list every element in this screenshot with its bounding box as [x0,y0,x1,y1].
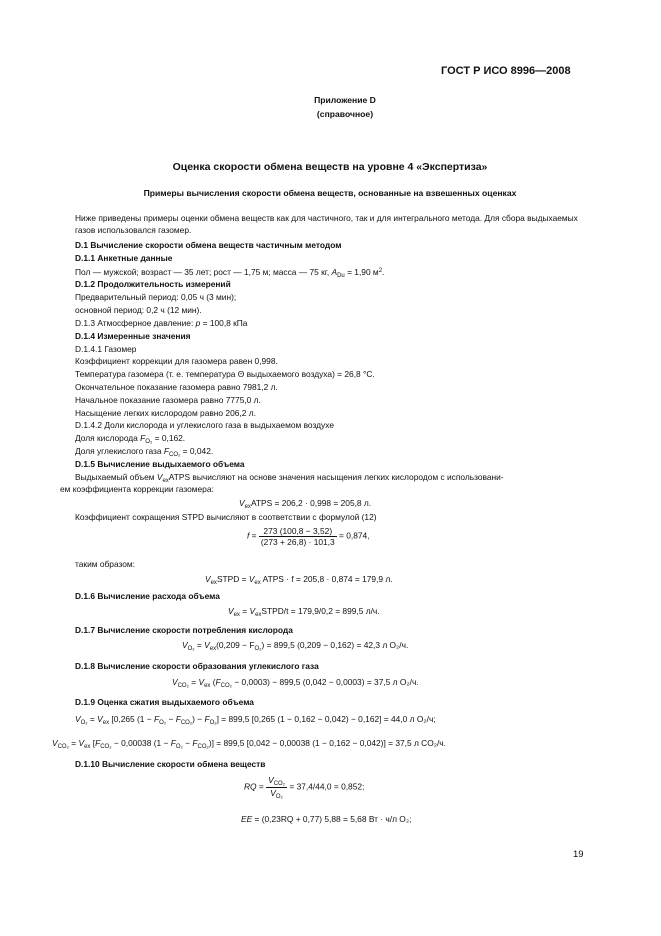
section-d1-4: D.1.4 Измеренные значения [75,331,191,341]
page-number: 19 [573,849,584,860]
section-d1: D.1 Вычисление скорости обмена веществ частичным методом [75,240,342,250]
co2-fraction-value: = 0,042. [182,446,214,456]
personal-text: Пол — мужской; возраст — 35 лет; рост — 1,75 м; масса — 75 кг, [75,267,330,277]
eq-rq-fraction [266,775,287,800]
atm-value: = 100,8 кПа [202,318,248,328]
intro-text: Ниже приведены примеры оценки обмена веществ как для частичного, так и для интегрального метода. Для сбора выдыхаемых газов использовался газомер. [75,213,578,235]
correction-coefficient: Коэффициент коррекции для газомера равен 0,998. [75,356,278,366]
eq-vco2-tail: = 899,5 [0,042 − 0,00038 (1 − 0,162 − 0,042)] = 37,5 л CO₂/ч. [216,738,446,748]
subtitle: Примеры вычисления скорости обмена веществ, основанные на взвешенных оценках [143,188,517,198]
eq-vo2: $V_{O_2} = V_{ex}$ [0,265 $(1 - F_{O_2} - F_{CO_2}) - F_{O_2}] = 899,5$ [0,265 (1 − 0,162 − 0,042) − 0,162] = 44,0 л O₂/ч; [75,714,436,726]
volume-text-a: Выдыхаемый объем [75,472,155,482]
atm-pressure: D.1.3 Атмосферное давление: p = 100,8 кПа [75,318,248,328]
section-d1-8: D.1.8 Вычисление скорости образования углекислого газа [75,661,319,671]
eq-atps-text: ATPS = 206,2 · 0,998 = 205,8 л. [250,498,372,508]
lung-saturation: Насыщение легких кислородом равно 206,2 л. [75,408,256,418]
atm-label: D.1.3 Атмосферное давление: [75,318,194,328]
personal-data: Пол — мужской; возраст — 35 лет; рост — 1,75 м; масса — 75 кг, $A_{Du} = 1,90$ $м^2$. [75,267,385,279]
eq-f-denominator: (273 + 26,8) · 101,3 [260,537,335,547]
eq-f-fraction [259,526,337,547]
volume-text-line2: ем коэффициента коррекции газомера: [60,484,214,494]
o2-fraction: Доля кислорода $F_{O_2} = 0,162$. [75,433,186,445]
standard-header: ГОСТ Р ИСО 8996—2008 [441,65,571,77]
eq-co2-tail: − 0,0003) − 899,5 (0,042 − 0,0003) = 37,5 л O₂/ч. [234,677,419,687]
annex-type: (справочное) [316,109,374,119]
o2-fraction-label: Доля кислорода [75,433,138,443]
eq-o2: $V_{O_2} = V_{ex}(0,209 - F_{O_2}) = 899,5$ (0,209 − 0,162) = 42,3 л O₂/ч. [182,640,409,652]
section-d1-7: D.1.7 Вычисление скорости потребления кислорода [75,625,293,635]
eq-ee-text: = (0,23RQ + 0,77) 5,88 = 5,68 Вт · ч/л O₂; [254,814,412,824]
eq-rq-denominator: $V_{O_2}$ [270,788,283,800]
o2-fraction-value: = 0,162. [154,433,186,443]
gas-temperature: Температура газомера (т. е. температура Θ выдыхаемого воздуха) = 26,8 °С. [75,369,375,379]
eq-stpd: $V_{ex}STPD = V_{ex}$ ATPS · f = 205,8 · 0,874 = 179,9 л. [205,574,393,586]
eq-o2-tail: ) = 899,5 (0,209 − 0,162) = 42,3 л O₂/ч. [261,640,409,650]
eq-vo2-tail: = 899,5 [0,265 (1 − 0,162 − 0,042) − 0,162] = 44,0 л O₂/ч; [221,714,436,724]
temp-text-b: выдыхаемого воздуха) = 26,8 °С. [246,369,375,379]
volume-text-b: ATPS вычисляют на основе значения насыщения легких кислородом с использовани- [168,472,504,482]
eq-stpd-text: ATPS · f = 205,8 · 0,874 = 179,9 л. [262,574,393,584]
eq-o2-text: (0,209 − F [216,640,255,650]
eq-rq: RQ = $\frac{V_{CO_2}}{V_{O_2}}$ = 37,4/44,0 = 0,852; [244,775,365,800]
eq-rq-numerator: $V_{CO_2}$ [268,775,286,787]
page-title: Оценка скорости обмена веществ на уровне 4 «Экспертиза» [172,161,488,173]
final-reading: Окончательное показание газомера равно 7981,2 л. [75,382,278,392]
co2-fraction: Доля углекислого газа $F_{CO_2} = 0,042$. [75,446,214,458]
eq-f: f = $\frac{273 (100,8 - 3,52)}{(273 + 26,8) \cdot 101,3}$ = 0,874, [247,526,370,547]
temp-text-a: Температура газомера (т. е. температура [75,369,236,379]
section-d1-5: D.1.5 Вычисление выдыхаемого объема [75,459,245,469]
gas-meter-heading: D.1.4.1 Газомер [75,344,137,354]
main-period: основной период: 0,2 ч (12 мин). [75,305,202,315]
volume-text-line1: Выдыхаемый объем $V_{ex}ATPS$ вычисляют на основе значения насыщения легких кислородом с использовани- [75,472,504,484]
section-d1-9: D.1.9 Оценка сжатия выдыхаемого объема [75,697,254,707]
annex-title: Приложение D [314,95,376,105]
eq-f-numerator: 273 (100,8 − 3,52) [259,526,337,537]
thus-label: таким образом: [75,559,135,569]
eq-atps: $V_{ex}ATPS = 206,2 \cdot 0,998 = 205,8$ л. [239,498,372,510]
eq-ee: EE = (0,23RQ + 0,77) 5,88 = 5,68 Вт · ч/л O₂; [241,814,412,824]
fractions-heading: D.1.4.2 Доли кислорода и углекислого газа в выдыхаемом воздухе [75,420,334,430]
section-d1-1: D.1.1 Анкетные данные [75,253,173,263]
eq-co2: $V_{CO_2} = V_{ex}$ $(F_{CO_2} - 0,0003) - 899,5$ (0,042 − 0,0003) = 37,5 л O₂/ч. [172,677,419,689]
eq-rq-tail: = 37,4/44,0 = 0,852; [289,781,365,792]
eq-vco2: $V_{CO_2} = V_{ex}$ [$F_{CO_2} - 0,00038$ $(1 - F_{O_2} - F_{CO_2})] = 899,5$ [0,042 − 0,00038 (1 − 0,162 − 0,042)] = 37,5 л CO₂/ч. [52,738,446,750]
initial-reading: Начальное показание газомера равно 7775,0 л. [75,395,261,405]
section-d1-10: D.1.10 Вычисление скорости обмена веществ [75,759,266,769]
intro-paragraph [75,213,583,236]
eq-f-result: = 0,874, [339,530,370,541]
eq-flow: $V_{ex}$ = $V_{ex}STPD/t = 179,9/0,2 = 899,5$ л/ч. [228,606,380,618]
stpd-text: Коэффициент сокращения STPD вычисляют в соответствии с формулой (12) [75,512,377,522]
section-d1-2: D.1.2 Продолжительность измерений [75,279,231,289]
co2-fraction-label: Доля углекислого газа [75,446,162,456]
section-d1-6: D.1.6 Вычисление расхода объема [75,591,220,601]
adu-value: = 1,90 м [347,267,379,277]
eq-flow-text: STPD/t = 179,9/0,2 = 899,5 л/ч. [261,606,380,616]
prelim-period: Предварительный период: 0,05 ч (3 мин); [75,292,237,302]
